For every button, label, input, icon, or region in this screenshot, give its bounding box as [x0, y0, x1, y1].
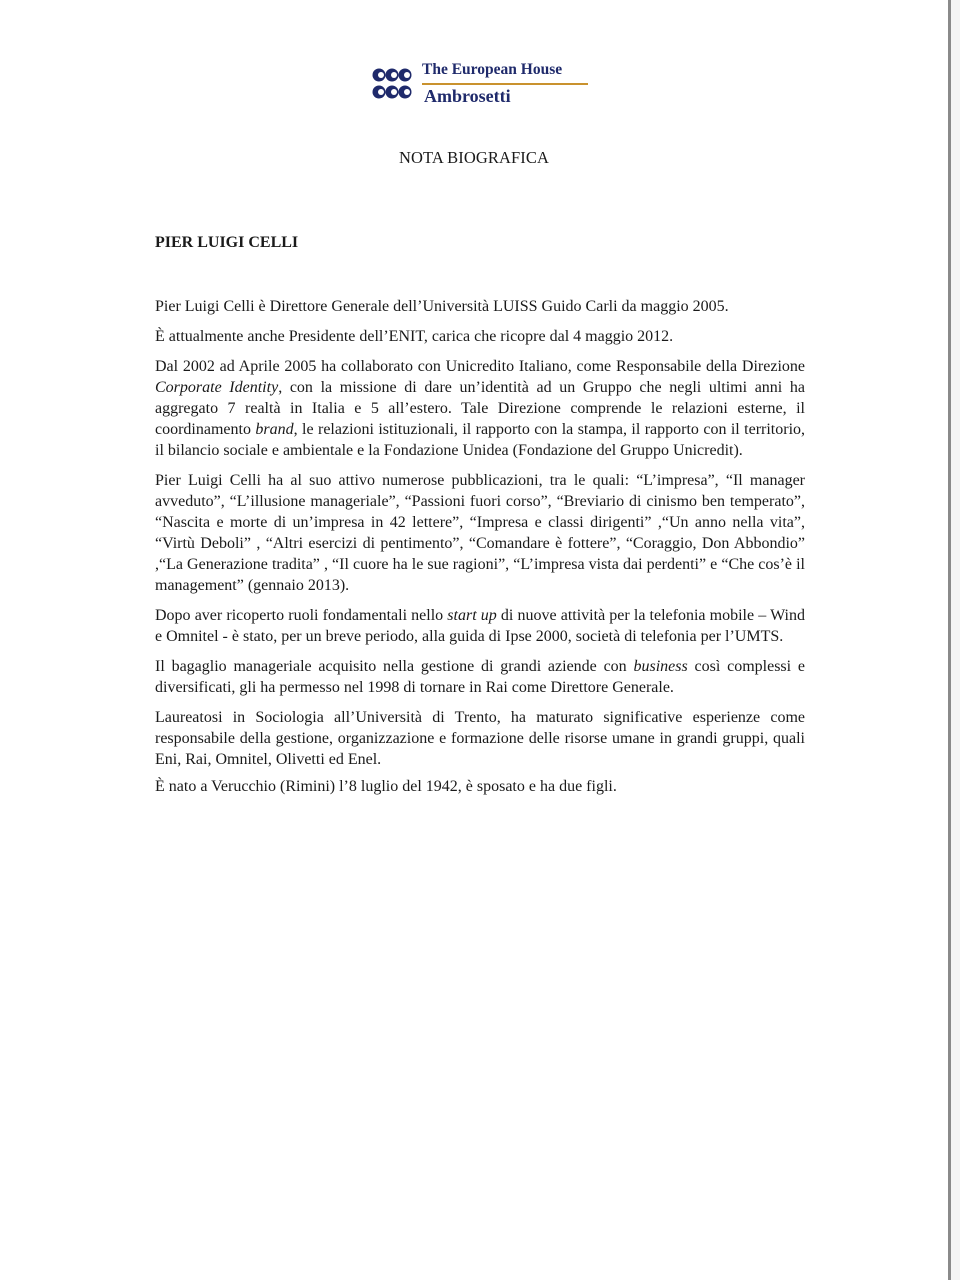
bio-paragraph-5-text-a: Dopo aver ricoperto ruoli fondamentali nello: [155, 607, 448, 624]
logo-text-line2: Ambrosetti: [424, 86, 511, 106]
bio-paragraph-2: È attualmente anche Presidente dell’ENIT, carica che ricopre dal 4 maggio 2012.: [155, 328, 674, 345]
bio-paragraph-6-text-a: Il bagaglio manageriale acquisito nella gestione di grandi aziende con: [155, 658, 634, 675]
company-logo: [370, 60, 590, 112]
bio-paragraph-3-text-c: , le relazioni istituzionali, il rapporto con la stampa, il rapporto con il territorio, il bilancio sociale e ambientale e la Fondazione Unidea (Fondazione del Gruppo Unicredit).: [155, 421, 806, 459]
bio-paragraph-3-emphasis-1: Corporate Identity: [155, 379, 279, 396]
bio-paragraph-6-emphasis-1: business: [633, 658, 688, 675]
person-name: PIER LUIGI CELLI: [155, 234, 299, 251]
bio-paragraph-3: [155, 356, 805, 461]
bio-paragraph-8: È nato a Verucchio (Rimini) l’8 luglio del 1942, è sposato e ha due figli.: [155, 778, 617, 795]
bio-paragraph-5: [155, 605, 805, 647]
bio-paragraph-5-text-b: di nuove attività per la telefonia mobile – Wind e Omnitel - è stato, per un breve periodo, alla guida di Ipse 2000, società di telefonia per l’UMTS.: [155, 607, 805, 645]
bio-paragraph-3-text-a: Dal 2002 ad Aprile 2005 ha collaborato con Unicredito Italiano, come Responsabile della Direzione: [155, 358, 805, 375]
logo-divider: [422, 83, 588, 85]
logo-text-line1: The European House: [422, 61, 563, 78]
bio-paragraph-3-text-b: , con la missione di dare un’identità ad un Gruppo che negli ultimi anni ha aggregato 7 realtà in Italia e 5 all’estero. Tale Direzione comprende le relazioni esterne, il coordinamento: [155, 379, 805, 438]
bio-paragraph-5-emphasis-1: start up: [447, 607, 497, 624]
biography-body: [155, 296, 805, 806]
bio-paragraph-6-text-b: così complessi e diversificati, gli ha permesso nel 1998 di tornare in Rai come Direttore Generale.: [155, 658, 805, 696]
bio-paragraph-6: [155, 656, 805, 698]
page-gutter: [951, 0, 960, 1280]
bio-paragraph-7: Laureatosi in Sociologia all’Università di Trento, ha maturato significative esperienze come responsabile della gestione, organizzazione e formazione delle risorse umane in grandi gruppi, quali Eni, Rai, Omnitel, Olivetti ed Enel.: [155, 709, 805, 768]
ambrosetti-logo-icon: [370, 64, 416, 104]
bio-paragraph-4: Pier Luigi Celli ha al suo attivo numerose pubblicazioni, tra le quali: “L’impresa”, “Il manager avveduto”, “L’illusione manageriale”, “Passioni fuori corso”, “Breviario di cinismo ben temperato”, “Nascita e morte di un’impresa in 42 lettere”, “Impresa e classi dirigenti” ,“Un anno nella vita”, “Virtù Deboli” , “Altri esercizi di pentimento”, “Comandare è fottere”, “Coraggio, Don Abbondio” ,“La Generazione tradita” , “Il cuore ha le sue ragioni”, “L’impresa vista dai perdenti” e “Che cos’è il management” (gennaio 2013).: [155, 472, 805, 594]
bio-paragraph-3-emphasis-2: brand: [255, 421, 294, 438]
document-title: NOTA BIOGRAFICA: [398, 148, 550, 167]
bio-paragraph-1: Pier Luigi Celli è Direttore Generale dell’Università LUISS Guido Carli da maggio 2005.: [155, 298, 729, 315]
